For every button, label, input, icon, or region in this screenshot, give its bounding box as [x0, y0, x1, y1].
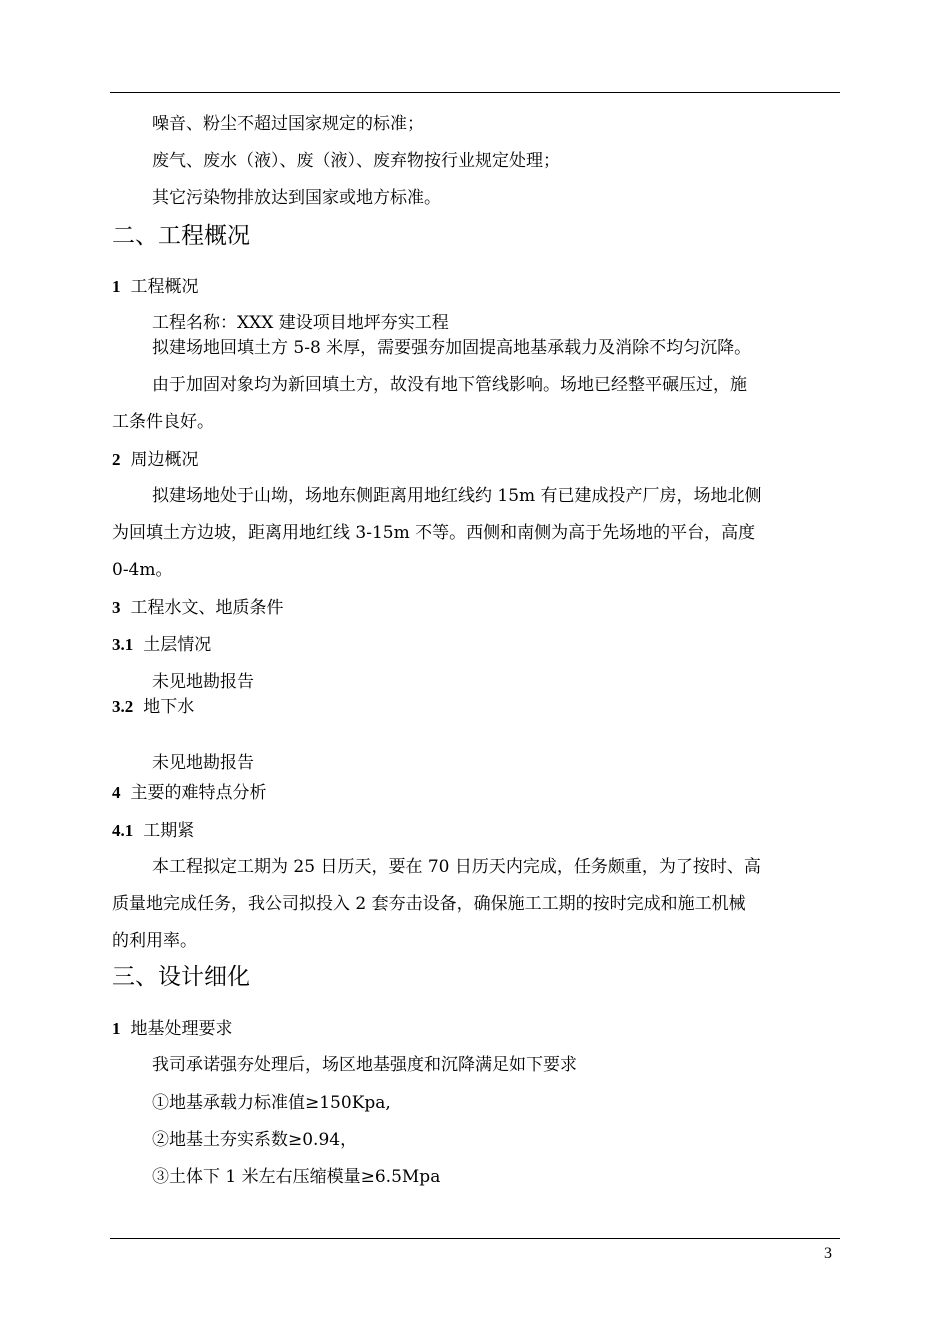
heading-number: 3 [112, 598, 121, 617]
heading-title: 主要的难特点分析 [130, 783, 267, 803]
subsection-heading [112, 698, 194, 716]
paragraph-line: 拟建场地回填土方 5-8 米厚，需要强夯加固提高地基承载力及消除不均匀沉降。 [152, 338, 752, 358]
subsection-heading [112, 451, 199, 469]
paragraph-line: 未见地勘报告 [152, 672, 254, 692]
paragraph-line: 由于加固对象均为新回填土方，故没有地下管线影响。场地已经整平碾压过，施 [152, 375, 747, 395]
heading-title: 地基处理要求 [130, 1019, 233, 1039]
subsection-heading [112, 1020, 233, 1038]
heading-number: 1 [112, 277, 121, 296]
heading-number: 1 [112, 1019, 121, 1038]
requirement-item: ③土体下 1 米左右压缩模量≥6.5Mpa [152, 1167, 441, 1187]
paragraph-line: 0-4m。 [112, 560, 173, 580]
footer-rule [110, 1238, 840, 1239]
section-heading: 二、工程概况 [112, 223, 250, 249]
paragraph-line: 为回填土方边坡，距离用地红线 3-15m 不等。西侧和南侧为高于先场地的平台，高度 [112, 523, 756, 543]
paragraph-line: 拟建场地处于山坳，场地东侧距离用地红线约 15m 有已建成投产厂房，场地北侧 [152, 486, 762, 506]
subsection-heading [112, 636, 211, 654]
subsection-heading [112, 784, 267, 802]
paragraph-line: 的利用率。 [112, 931, 197, 951]
subsection-heading [112, 278, 199, 296]
heading-title: 地下水 [143, 697, 195, 717]
paragraph-line: 其它污染物排放达到国家或地方标准。 [152, 188, 441, 208]
paragraph-line: 未见地勘报告 [152, 753, 254, 773]
heading-number: 2 [112, 450, 121, 469]
project-name: 工程名称：XXX 建设项目地坪夯实工程 [152, 313, 449, 333]
heading-title: 工程概况 [130, 277, 199, 297]
paragraph-line: 质量地完成任务，我公司拟投入 2 套夯击设备，确保施工工期的按时完成和施工机械 [112, 894, 746, 914]
heading-number: 3.2 [112, 697, 134, 716]
paragraph-line: 工条件良好。 [112, 412, 214, 432]
heading-title: 周边概况 [130, 450, 199, 470]
requirement-item: ①地基承载力标准值≥150Kpa, [152, 1093, 391, 1113]
paragraph-line: 噪音、粉尘不超过国家规定的标准； [152, 114, 424, 134]
heading-number: 4 [112, 783, 121, 802]
heading-number: 4.1 [112, 821, 134, 840]
paragraph-line: 我司承诺强夯处理后，场区地基强度和沉降满足如下要求 [152, 1055, 577, 1075]
header-rule [110, 92, 840, 93]
subsection-heading [112, 599, 284, 617]
paragraph-line: 废气、废水（液）、废（液）、废弃物按行业规定处理； [152, 151, 560, 171]
heading-title: 土层情况 [143, 635, 212, 655]
heading-number: 3.1 [112, 635, 134, 654]
section-heading: 三、设计细化 [112, 964, 250, 990]
heading-title: 工程水文、地质条件 [130, 598, 284, 618]
requirement-item: ②地基土夯实系数≥0.94， [152, 1130, 358, 1150]
heading-title: 工期紧 [143, 821, 195, 841]
subsection-heading [112, 822, 194, 840]
paragraph-line: 本工程拟定工期为 25 日历天，要在 70 日历天内完成，任务颇重，为了按时、高 [152, 857, 761, 877]
page-number: 3 [824, 1245, 832, 1262]
